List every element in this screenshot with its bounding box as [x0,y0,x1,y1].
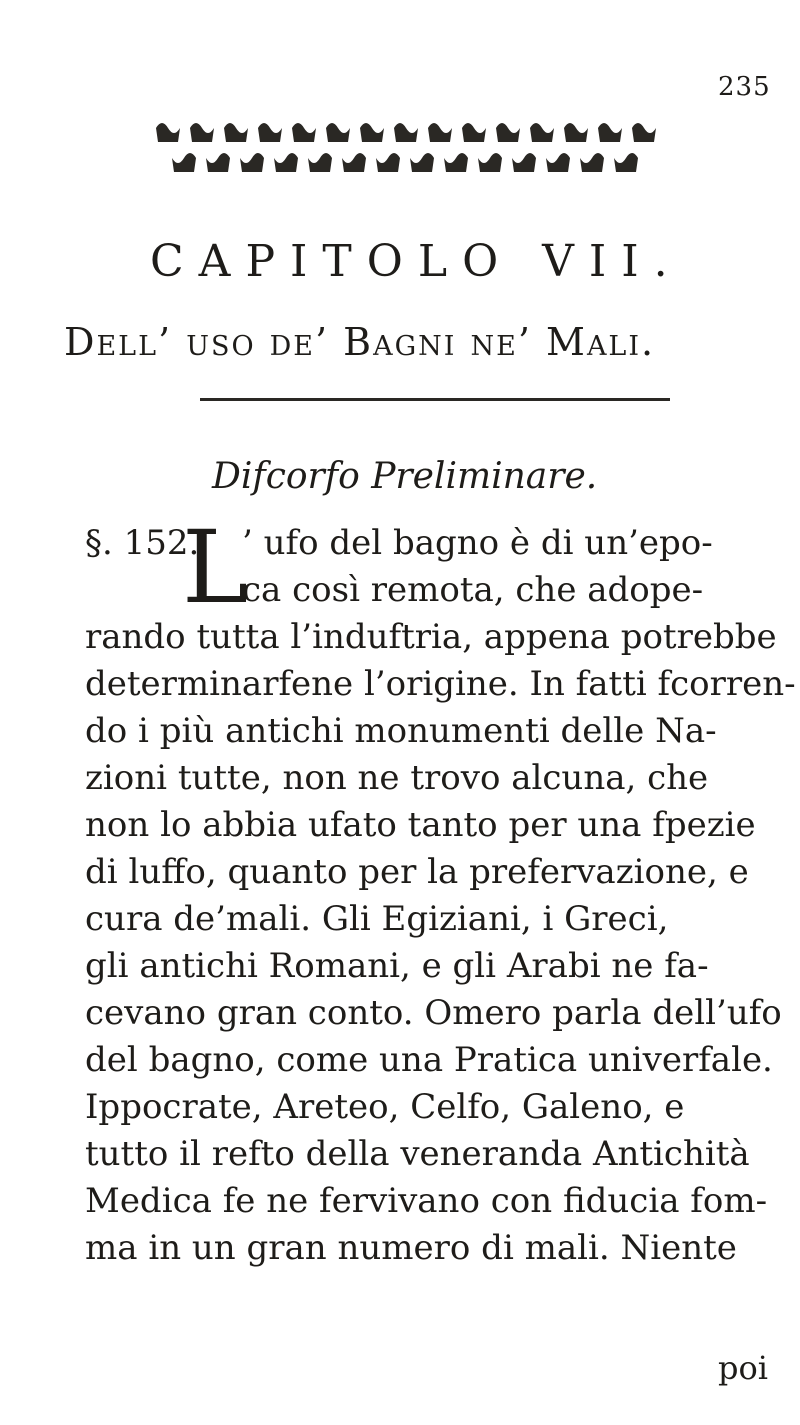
text-line: non lo abbia ufato tanto per una fpezie [85,805,756,845]
discourse-title: Difcorfo Preliminare. [212,456,598,497]
text-line: Medica fe ne fervivano con fiducia fom- [85,1181,768,1221]
paragraph-number: §. 152. [85,523,200,563]
text-line: ca così remota, che adope- [242,570,704,610]
text-line: ma in un gran numero di mali. Niente [85,1228,737,1268]
text-line: determinarfene l’origine. In fatti fcorren- [85,664,796,704]
text-line: gli antichi Romani, e gli Arabi ne fa- [85,946,709,986]
text-line: cura de’mali. Gli Egiziani, i Greci, [85,899,669,939]
text-line: di luffo, quanto per la prefervazione, e [85,852,749,892]
text-line: Ippocrate, Areteo, Celfo, Galeno, e [85,1087,685,1127]
ornamental-border [150,118,680,180]
text-line: zioni tutte, non ne trovo alcuna, che [85,758,709,798]
divider-rule [200,398,670,401]
catchword: poi [718,1349,768,1387]
drop-cap: L [182,509,249,626]
text-line: do i più antichi monumenti delle Na- [85,711,717,751]
text-line: ’ ufo del bagno è di un’epo- [242,523,713,563]
page-number: 235 [718,72,771,102]
text-line: cevano gran conto. Omero parla dell’ufo [85,993,782,1033]
text-line: del bagno, come una Pratica univerfale. [85,1040,773,1080]
chapter-heading: CAPITOLO VII. [150,236,683,287]
text-line: tutto il refto della veneranda Antichità [85,1134,750,1174]
text-line: rando tutta l’induftria, appena potrebbe [85,617,777,657]
section-title: Dell’ uso de’ Bagni ne’ Mali. [64,320,656,364]
